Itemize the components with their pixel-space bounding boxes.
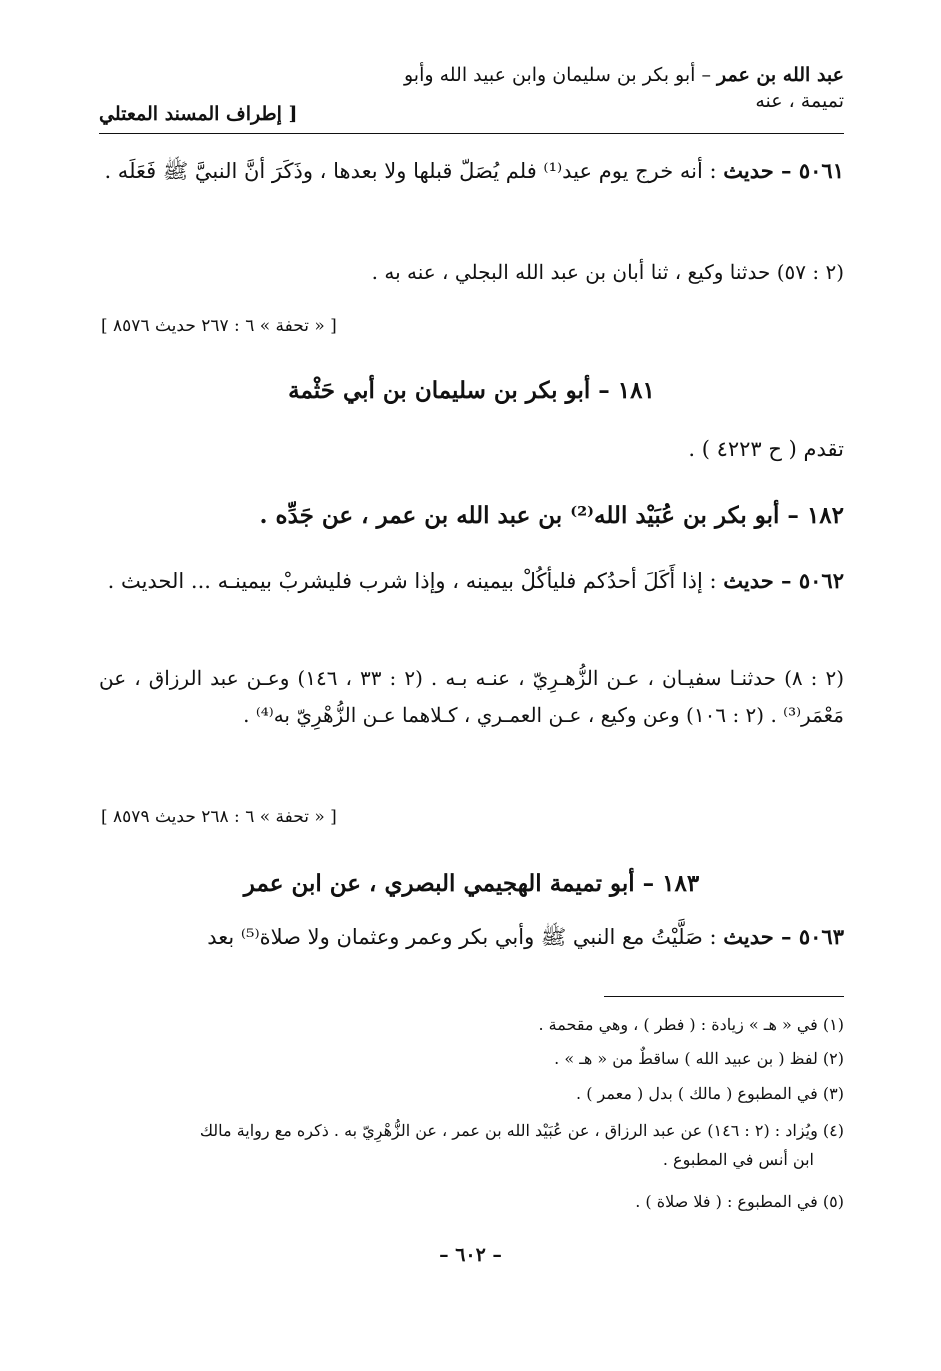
section-181-note: تقدم ( ح ٤٢٢٣ ) . (688, 437, 844, 461)
hadith-5063-body: : صَلَّيْتُ مع النبي ﷺ وأبي بكر وعمر وعثمان ولا صلاة⁽⁵⁾ بعد (207, 925, 724, 949)
footnote-rule (604, 996, 844, 997)
hadith-5061-reference: [ « تحفة » ٦ : ٢٦٧ حديث ٨٥٧٦ ] (101, 316, 337, 336)
header-bold-name: عبد الله بن عمر (717, 64, 844, 86)
hadith-5061-isnad: (٢ : ٥٧) حدثنا وكيع ، ثنا أبان بن عبد الله البجلي ، عنه به . (371, 260, 844, 284)
hadith-5063-number: ٥٠٦٣ – حديث (723, 924, 844, 949)
footnote-1: (١) في « هـ » زيادة : ( فطر ) ، وهي مقحمة . (538, 1015, 844, 1034)
hadith-5061-body: : أنه خرج يوم عيد⁽¹⁾ فلم يُصَلّ قبلها ولا بعدها ، وذَكَرَ أنَّ النبيَّ ﷺ فَعَلَه . (104, 159, 724, 183)
hadith-5062-reference: [ « تحفة » ٦ : ٢٦٨ حديث ٨٥٧٩ ] (101, 807, 337, 827)
header-rule (99, 133, 844, 134)
hadith-5062-number: ٥٠٦٢ – حديث (723, 568, 844, 593)
footnote-4 (99, 1116, 844, 1174)
header-rest: – أبو بكر بن سليمان وابن عبيد الله وأبو (403, 64, 717, 86)
footnote-3: (٣) في المطبوع ( مالك ) بدل ( معمر ) . (576, 1084, 844, 1103)
footnote-5: (٥) في المطبوع : ( فلا صلاة ) . (635, 1192, 844, 1211)
running-header-left: [ إطراف المسند المعتلي (99, 103, 298, 125)
hadith-5062-isnad: (٢ : ٨) حدثنـا سفيـان ، عـن الزُّهـرِيّ ، عنـه بـه . (٢ : ٣٣ ، ١٤٦) وعـن عبد الرزاق ، عن مَعْمَر⁽³⁾ . (٢ : ١٠٦) وعن وكيع ، عـن العمـري ، كـلاهما عـن الزُّهْرِيّ به⁽⁴⁾ . (99, 666, 845, 727)
section-182-heading: ١٨٢ – أبو بكر بن عُبَيْد الله⁽²⁾ بن عبد الله بن عمر ، عن جَدِّه . (259, 502, 844, 529)
hadith-5061-text (99, 150, 844, 192)
section-183-heading: ١٨٣ – أبو تميمة الهجيمي البصري ، عن ابن عمر (243, 870, 700, 897)
hadith-5062-text (99, 560, 844, 602)
footnote-2: (٢) لفظ ( بن عبيد الله ) ساقطٌ من « هـ » . (554, 1049, 844, 1068)
hadith-5062-body: : إذا أَكَلَ أحدُكم فليأكُلْ بيمينه ، وإذا شرب فليشربْ بيمينـه ... الحديث . (107, 569, 724, 593)
hadith-5061-number: ٥٠٦١ – حديث (723, 158, 844, 183)
section-181-heading: ١٨١ – أبو بكر بن سليمان بن أبي حَثْمة (288, 377, 655, 404)
page-number: – ٦٠٢ – (439, 1244, 502, 1266)
header-line-1 (404, 62, 844, 88)
running-header-right (404, 62, 844, 114)
header-line-2: تميمة ، عنه (755, 90, 844, 112)
footnote-4-line-2: ابن أنس في المطبوع . (662, 1150, 814, 1169)
hadith-5063-text (207, 924, 844, 955)
footnote-4-line-1: (٤) ويُزاد : (٢ : ١٤٦) عن عبد الرزاق ، عن عُبَيْد الله بن عمر ، عن الزُّهْرِيّ به . ذكره مع رواية مالك (199, 1121, 844, 1140)
